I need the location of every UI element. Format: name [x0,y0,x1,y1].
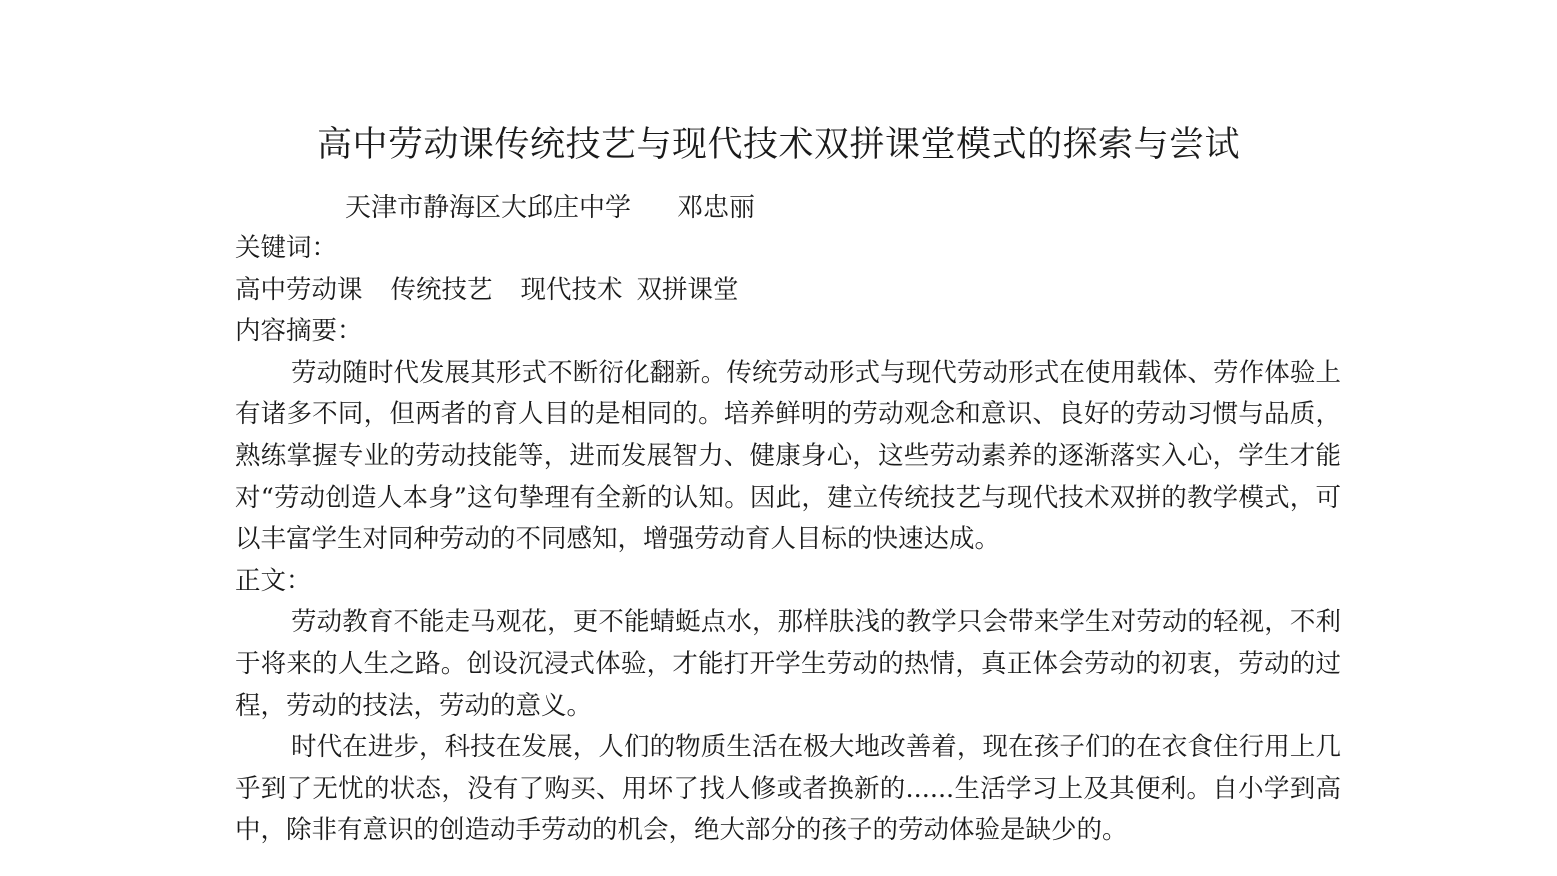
document-body [235,228,1341,852]
school-name: 天津市静海区大邱庄中学 [345,193,632,223]
keywords-list [235,270,1341,312]
keyword: 高中劳动课 [235,274,363,305]
body-paragraph: 时代在进步，科技在发展，人们的物质生活在极大地改善着，现在孩子们的在衣食住行用上几乎到了无忧的状态，没有了购买、用坏了找人修或者换新的......生活学习上及其便利。自小学到高中，除非有意识的创造动手劳动的机会，绝大部分的孩子的劳动体验是缺少的。 [235,732,1341,846]
body-label: 正文： [235,565,312,596]
keywords-label: 关键词： [235,233,338,263]
keyword: 现代技术 [520,274,623,305]
author-name: 邓忠丽 [677,193,756,223]
abstract-paragraph: 劳动随时代发展其形式不断衍化翻新。传统劳动形式与现代劳动形式在使用载体、劳作体验上有诸多不同，但两者的育人目的是相同的。培养鲜明的劳动观念和意识、良好的劳动习惯与品质，熟练掌握专业的劳动技能等，进而发展智力、健康身心，这些劳动素养的逐渐落实入心，学生才能对“劳动创造人本身”这句挚理有全新的认知。因此，建立传统技艺与现代技术双拼的教学模式，可以丰富学生对同种劳动的不同感知，增强劳动育人目标的快速达成。 [235,357,1341,555]
document-title: 高中劳动课传统技艺与现代技术双拼课堂模式的探索与尝试 [316,125,1240,165]
author-line [345,190,755,226]
keyword: 传统技艺 [390,274,493,305]
abstract-label: 内容摘要： [235,316,363,347]
body-paragraph: 劳动教育不能走马观花，更不能蜻蜓点水，那样肤浅的教学只会带来学生对劳动的轻视，不利于将来的人生之路。创设沉浸式体验，才能打开学生劳动的热情，真正体会劳动的初衷，劳动的过程，劳动的技法，劳动的意义。 [235,607,1341,721]
keyword: 双拼课堂 [636,274,739,305]
